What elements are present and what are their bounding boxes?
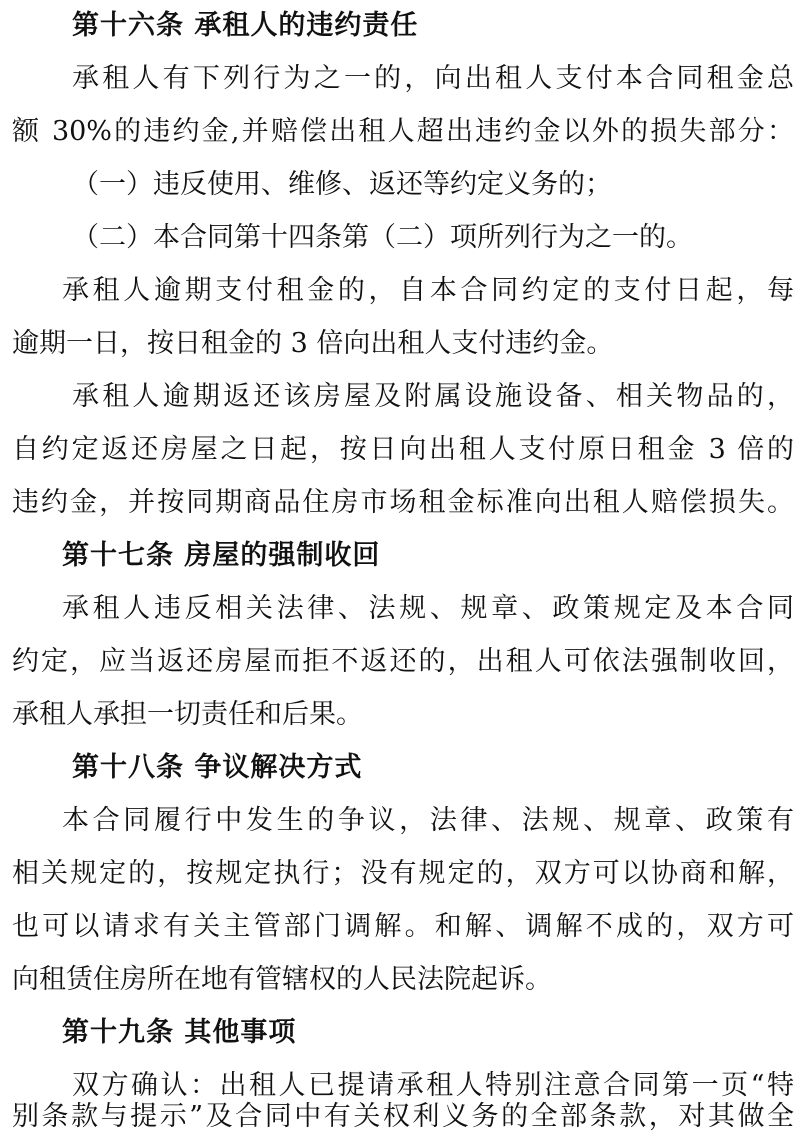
paragraph-line: 承租人逾期支付租金的，自本合同约定的支付日起，每: [62, 275, 794, 306]
paragraph-line: 承租人有下列行为之一的，向出租人支付本合同租金总: [72, 63, 794, 94]
paragraph-line: （二）本合同第十四条第（二）项所列行为之一的。: [72, 222, 693, 253]
paragraph-line: 向租赁住房所在地有管辖权的人民法院起诉。: [12, 964, 552, 995]
paragraph-line: 自约定返还房屋之日起，按日向出租人支付原日租金 3 倍的: [12, 434, 794, 465]
section-heading: 第十八条 争议解决方式: [72, 752, 363, 783]
paragraph-line: 双方确认：出租人已提请承租人特别注意合同第一页“特: [72, 1070, 794, 1101]
paragraph-line: 也可以请求有关主管部门调解。和解、调解不成的，双方可: [12, 911, 794, 942]
paragraph-line: 承租人承担一切责任和后果。: [12, 699, 363, 730]
paragraph-line: 违约金，并按同期商品住房市场租金标准向出租人赔偿损失。: [12, 487, 794, 518]
paragraph-line: 承租人逾期返还该房屋及附属设施设备、相关物品的，: [72, 381, 794, 412]
section-heading: 第十九条 其他事项: [62, 1017, 297, 1048]
paragraph-line: 别条款与提示”及合同中有关权利义务的全部条款，对其做全: [12, 1101, 794, 1132]
section-heading: 第十六条 承租人的违约责任: [72, 10, 419, 41]
paragraph-line: 约定，应当返还房屋而拒不返还的，出租人可依法强制收回，: [12, 646, 794, 677]
paragraph-line: 承租人违反相关法律、法规、规章、政策规定及本合同: [62, 593, 794, 624]
paragraph-line: （一）违反使用、维修、返还等约定义务的；: [72, 169, 612, 200]
paragraph-line: 逾期一日，按日租金的 3 倍向出租人支付违约金。: [12, 328, 614, 359]
section-heading: 第十七条 房屋的强制收回: [62, 540, 381, 571]
paragraph-line: 额 30%的违约金,并赔偿出租人超出违约金以外的损失部分：: [12, 116, 794, 147]
paragraph-line: 相关规定的，按规定执行；没有规定的，双方可以协商和解，: [12, 858, 794, 889]
paragraph-line: 本合同履行中发生的争议，法律、法规、规章、政策有: [62, 805, 794, 836]
